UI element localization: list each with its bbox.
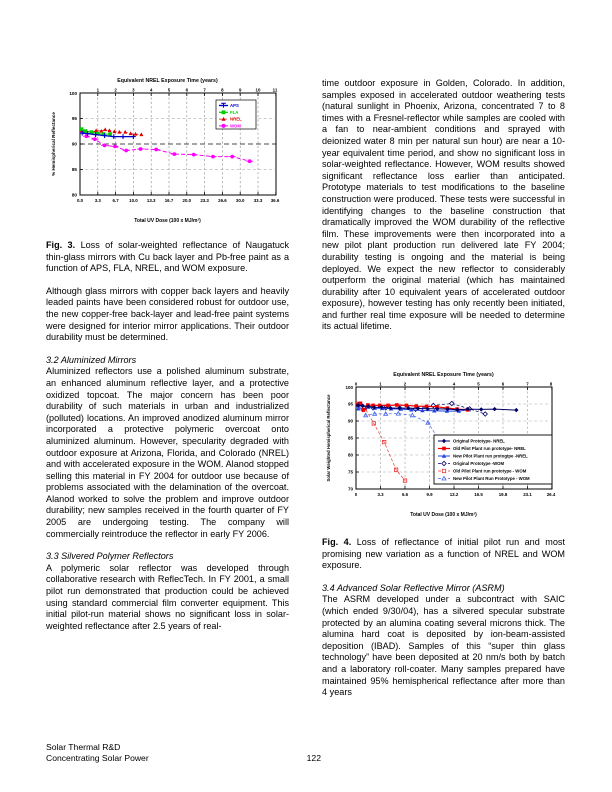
svg-text:26.4: 26.4 (546, 492, 556, 497)
figure-4-title: Equivalent NREL Exposure Time (years) (393, 372, 494, 378)
svg-text:FLA: FLA (230, 109, 239, 115)
figure-4 (322, 372, 565, 524)
svg-text:10: 10 (255, 87, 261, 93)
svg-text:7: 7 (526, 381, 529, 387)
svg-text:80: 80 (347, 452, 353, 458)
figure-3-caption-text: Loss of solar-weighted reflectance of Naugatuck thin-glass mirrors with Cu back layer and Pb-free paint as a function of APS, FLA, NREL, and WOM exposure. (46, 240, 290, 274)
svg-text:2: 2 (114, 87, 117, 93)
svg-text:90: 90 (347, 418, 353, 424)
figure-3-caption-label: Fig. 3. (46, 240, 76, 250)
paragraph-continued-reflectech: time outdoor exposure in Golden, Colorado. In addition, samples exposed in accelerated outdoor weathering tests (natural sunlight in Phoenix, Arizona, concentrated 7 to 8 times with a Fresnel-reflector while samples are cooled with a fan to near-ambient conditions and sprayed with deionized water 8 min per natural sun hour) are near a 10-year equivalent time period, and show no significant loss in solar-weighted reflectance. However, WOM results showed significant reflectance loss earlier than anticipated. Prototype materials to test modifications to the baseline construction were produced. These tests were successful in identifying changes to the baseline construction that dramatically improved the WOM durability of the reflective film. These improvements were then incorporated into a new pilot plant production run delivered late FY 2004; durability testing is ongoing and the material is being deployed. We expect the new reflector to considerably outperform the original material (which has maintained durability after 10 equivalent years of accelerated outdoor exposure), however testing has only recently been initiated, and further real time exposure will be needed to determine its actual lifetime. (322, 78, 565, 332)
svg-text:6.6: 6.6 (401, 492, 409, 497)
figure-3-title: Equivalent NREL Exposure Time (years) (117, 78, 218, 84)
svg-text:6.7: 6.7 (112, 198, 119, 203)
svg-text:0: 0 (354, 381, 358, 387)
svg-text:5: 5 (477, 381, 480, 387)
svg-text:13.3: 13.3 (146, 198, 156, 203)
svg-text:Solar Weighted Hemispherical R: Solar Weighted Hemispherical Reflectance (326, 394, 331, 482)
svg-text:9.9: 9.9 (426, 492, 433, 497)
svg-text:3.3: 3.3 (94, 198, 101, 203)
svg-text:0: 0 (354, 492, 358, 497)
svg-text:8: 8 (549, 381, 553, 387)
svg-text:70: 70 (347, 486, 353, 492)
figure-3-caption (46, 240, 289, 275)
svg-text:33.3: 33.3 (253, 198, 263, 203)
svg-text:19.8: 19.8 (498, 492, 508, 497)
page-number: 122 (306, 752, 321, 763)
svg-text:85: 85 (347, 435, 353, 441)
section-3-2-heading: 3.2 Aluminized Mirrors (46, 354, 137, 365)
figure-4-svg (322, 379, 565, 511)
svg-text:26.6: 26.6 (218, 198, 227, 203)
figure-3-legend (216, 100, 256, 129)
svg-text:10.0: 10.0 (129, 198, 138, 203)
svg-text:APS: APS (230, 103, 239, 108)
svg-text:New Pilot Plant run protogtpe: New Pilot Plant run protogtpe -NREL (453, 453, 528, 459)
svg-text:90: 90 (71, 141, 77, 147)
svg-text:23.3: 23.3 (200, 198, 209, 203)
right-column-bottom (322, 537, 565, 699)
section-3-4-heading: 3.4 Advanced Solar Reflective Mirror (ASRM) (322, 582, 505, 593)
svg-text:11: 11 (272, 87, 278, 93)
svg-text:0.0: 0.0 (76, 198, 84, 203)
figure-4-caption-text: Loss of reflectance of initial pilot run and most promising new variation as a function of NREL and WOM exposure. (322, 537, 565, 571)
svg-text:20.0: 20.0 (182, 198, 192, 203)
svg-text:95: 95 (71, 116, 77, 122)
svg-text:30.0: 30.0 (235, 198, 245, 203)
figure-3-svg (46, 85, 289, 217)
page-footer (46, 742, 566, 763)
paragraph-glass-mirrors: Although glass mirrors with copper back layers and heavily leaded paints have been considered robust for outdoor use, the new copper-free back-layer and lead-free paint systems were designed for interior mirror applications. Their outdoor durability must be determined. (46, 285, 289, 343)
svg-text:23.1: 23.1 (523, 492, 532, 497)
svg-text:WOM: WOM (230, 123, 241, 129)
svg-text:16.7: 16.7 (164, 198, 174, 203)
footer-line-2: Concentrating Solar Power (46, 752, 149, 763)
figure-3-xlabel: Total UV Dose (100 x MJ/m²) (134, 218, 201, 224)
svg-text:6: 6 (185, 87, 189, 93)
right-column-top (322, 78, 565, 344)
figure-4-plot (322, 379, 565, 518)
svg-text:13.2: 13.2 (449, 492, 459, 497)
svg-text:3: 3 (428, 381, 431, 387)
svg-text:5: 5 (167, 87, 171, 93)
svg-text:1: 1 (96, 87, 100, 93)
svg-text:95: 95 (347, 401, 353, 407)
svg-text:9: 9 (238, 87, 242, 93)
footer-line-1: Solar Thermal R&D (46, 742, 121, 752)
svg-text:NREL: NREL (230, 116, 242, 122)
svg-text:7: 7 (203, 87, 206, 93)
svg-text:3.3: 3.3 (377, 492, 384, 497)
section-3-2-body: Aluminized reflectors use a polished aluminum substrate, an enhanced aluminum reflective layer, and a protective oxidized topcoat. The major concern has been poor durability of such materials in urban and industrialized (polluted) locations. An improved anodized aluminum mirror incorporated a protective polymeric overcoat onto aluminized aluminum. However, specularity degraded with outdoor exposure at Arizona, Florida, and Colorado (NREL) and with accelerated exposure in the WOM. Alanod stopped selling this material in FY 2004 for outdoor use because of problems associated with the delamination of the overcoat. Alanod worked to solve the problem and improve outdoor durability; new samples received in the fourth quarter of FY 2005 are undergoing testing. The company will commercially reintroduce the reflector in early FY 2006. (46, 366, 289, 539)
svg-text:% Hemispherical Reflectance: % Hemispherical Reflectance (51, 112, 56, 176)
svg-text:4: 4 (452, 381, 456, 387)
svg-text:1: 1 (379, 381, 382, 387)
svg-text:Old Pilot Plant run prototype-: Old Pilot Plant run prototype- NREL (453, 446, 526, 451)
figure-4-caption-label: Fig. 4. (322, 537, 352, 547)
figure-3 (46, 78, 289, 233)
figure-3-plot (46, 85, 289, 224)
svg-text:100: 100 (345, 385, 353, 390)
svg-text:Original Prototype- NREL: Original Prototype- NREL (453, 438, 505, 444)
section-3-4-body: The ASRM developed under a subcontract with SAIC (which ended 9/30/04), has a silvered specular substrate protected by an alumina coating several microns thick. The alumina hard coat is deposited by ion-beam-assisted deposition (IBAD). Samples of this “super thin glass technology” have been deposited at 20 nm/s both by batch and a laboratory roll-coater. Many samples prepared have maintained 95% hemispherical reflectance after more than 4 years (322, 594, 565, 698)
svg-text:4: 4 (149, 87, 153, 93)
svg-text:100: 100 (69, 91, 77, 97)
svg-text:75: 75 (347, 469, 353, 475)
section-3-3-body: A polymeric solar reflector was developed through collaborative research with ReflecTech. In FY 2001, a small pilot run demonstrated that production could be achieved using standard commercial film converter equipment. This initial pilot-run material shows no significant loss in solar-weighted reflectance after 2.5 years of real- (46, 562, 289, 631)
svg-text:3: 3 (132, 87, 135, 93)
svg-text:80: 80 (71, 192, 77, 198)
svg-text:Old Pilot Plant run prototype: Old Pilot Plant run prototype - WOM (453, 468, 527, 474)
left-column (46, 240, 289, 632)
svg-text:2: 2 (403, 381, 407, 387)
svg-text:8: 8 (221, 87, 224, 93)
section-3-3-heading: 3.3 Silvered Polymer Reflectors (46, 551, 174, 562)
figure-4-caption (322, 537, 565, 572)
svg-text:36.6: 36.6 (270, 198, 280, 203)
svg-text:6: 6 (501, 381, 505, 387)
svg-text:New Pilot Plant Run Prototype: New Pilot Plant Run Prototype - WOM (453, 476, 530, 481)
svg-text:Original Prototype -WOM: Original Prototype -WOM (453, 461, 505, 466)
svg-text:16.5: 16.5 (474, 492, 483, 497)
figure-4-xlabel: Total UV Dose (100 x MJ/m²) (410, 512, 477, 518)
figure-4-legend (434, 435, 552, 484)
svg-text:85: 85 (71, 167, 77, 173)
